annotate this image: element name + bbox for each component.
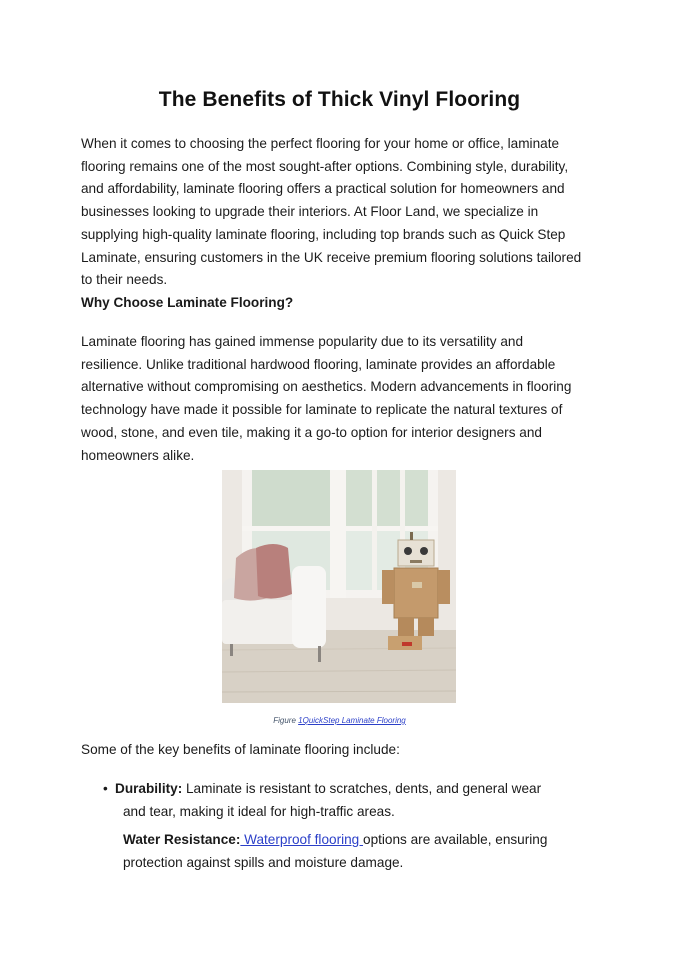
laminate-flooring-photo: [222, 470, 456, 703]
section-paragraph: Laminate flooring has gained immense popularity due to its versatility and resilience. Unlike traditional hardwood flooring, laminate provides an affordable alternative without compromising on aesthetics. Modern advancements in flooring technology have made it possible for laminate to replicate the natural textures of wood, stone, and even tile, making it a go-to option for interior designers and homeowners alike.: [81, 334, 572, 463]
figure-caption-link[interactable]: 1QuickStep Laminate Flooring: [298, 716, 406, 725]
page-title: The Benefits of Thick Vinyl Flooring: [158, 88, 521, 111]
waterproof-flooring-link[interactable]: Waterproof flooring: [240, 832, 364, 847]
benefit-water-resistance: [123, 829, 583, 874]
benefit-text: options are available, ensuring protection against spills and moisture damage.: [123, 832, 548, 870]
benefits-lead: Some of the key benefits of laminate flooring include:: [81, 742, 400, 757]
benefit-text-continued: and tear, making it ideal for high-traffic areas.: [123, 803, 395, 819]
figure-caption: [0, 716, 679, 725]
section-heading: Why Choose Laminate Flooring?: [81, 295, 294, 310]
intro-paragraph: When it comes to choosing the perfect flooring for your home or office, laminate flooring remains one of the most sought-after options. Combining style, durability, and affordability, laminate flooring offers a practical solution for homeowners and businesses looking to upgrade their interiors. At Floor Land, we specialize in supplying high-quality laminate flooring, including top brands such as Quick Step Laminate, ensuring customers in the UK receive premium flooring solutions tailored to their needs.: [81, 136, 582, 288]
figure-caption-prefix: Figure: [273, 716, 299, 725]
benefit-text: Laminate is resistant to scratches, dents, and general wear: [186, 781, 542, 796]
benefit-label: Water Resistance:: [123, 832, 241, 847]
benefit-label: Durability:: [115, 781, 183, 796]
bullet-icon: •: [103, 781, 108, 796]
